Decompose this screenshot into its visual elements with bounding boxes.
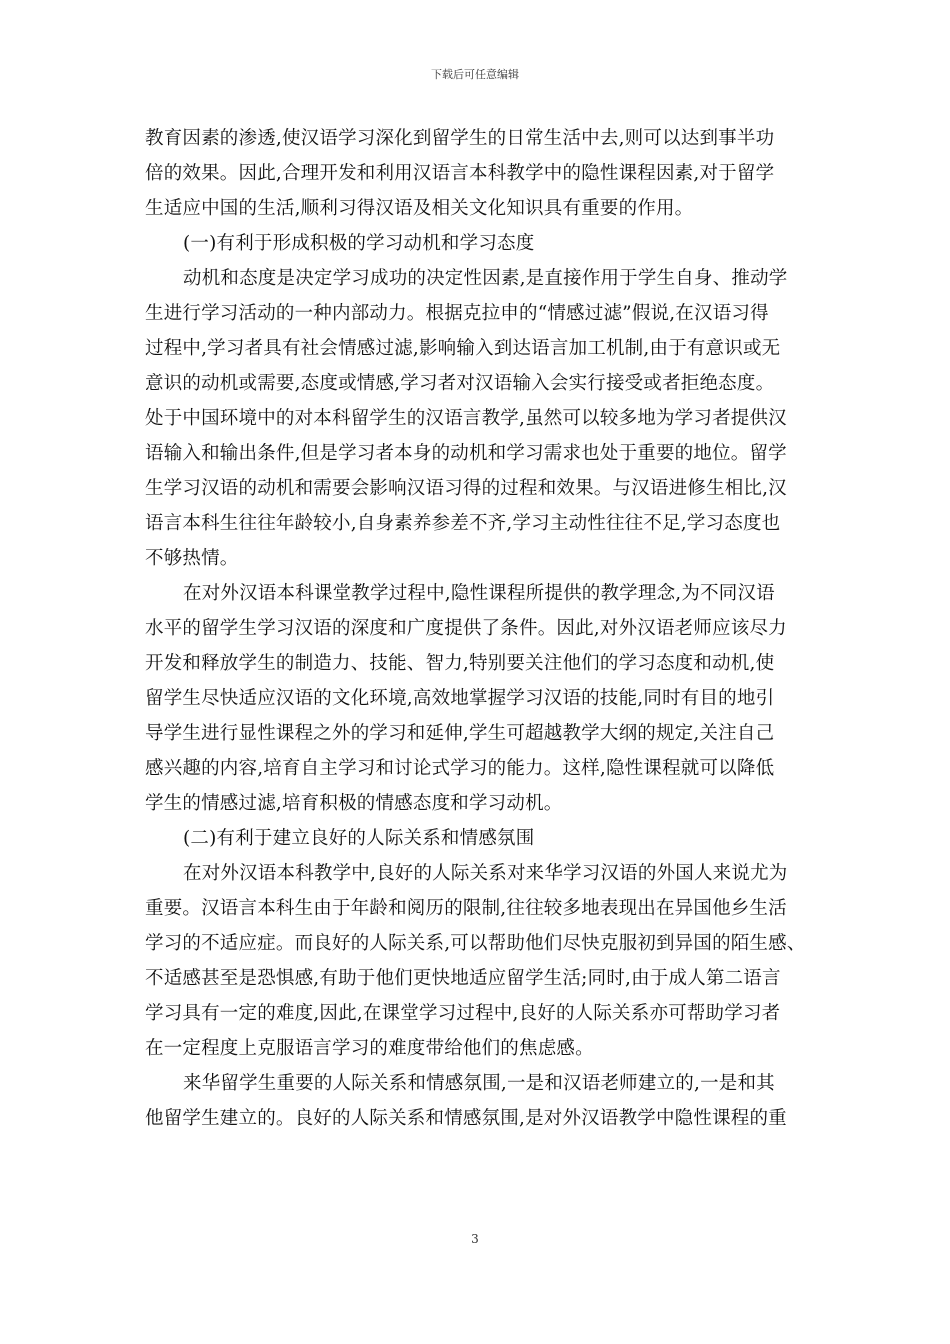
paragraph-line: 生适应中国的生活,顺利习得汉语及相关文化知识具有重要的作用。	[145, 198, 694, 219]
paragraph-line: 来华留学生重要的人际关系和情感氛围,一是和汉语老师建立的,一是和其	[183, 1073, 775, 1094]
paragraph-line: 导学生进行显性课程之外的学习和延伸,学生可超越教学大纲的规定,关注自己	[145, 723, 775, 744]
paragraph-line: 留学生尽快适应汉语的文化环境,高效地掌握学习汉语的技能,同时有目的地引	[145, 688, 775, 709]
paragraph-line: 重要。汉语言本科生由于年龄和阅历的限制,往往较多地表现出在异国他乡生活	[145, 898, 787, 919]
paragraph-line: 开发和释放学生的制造力、技能、智力,特别要关注他们的学习态度和动机,使	[145, 653, 775, 674]
paragraph-line: 学习的不适应症。而良好的人际关系,可以帮助他们尽快克服初到异国的陌生感、	[145, 933, 806, 954]
paragraph-line: 学生的情感过滤,培育积极的情感态度和学习动机。	[145, 793, 563, 814]
paragraph-line: 感兴趣的内容,培育自主学习和讨论式学习的能力。这样,隐性课程就可以降低	[145, 758, 775, 779]
paragraph-line: 他留学生建立的。良好的人际关系和情感氛围,是对外汉语教学中隐性课程的重	[145, 1108, 787, 1129]
paragraph-line: 在对外汉语本科教学中,良好的人际关系对来华学习汉语的外国人来说尤为	[183, 863, 788, 884]
paragraph-line: 教育因素的渗透,使汉语学习深化到留学生的日常生活中去,则可以达到事半功	[145, 128, 775, 149]
paragraph-line: 生学习汉语的动机和需要会影响汉语习得的过程和效果。与汉语进修生相比,汉	[145, 478, 787, 499]
paragraph-line: 处于中国环境中的对本科留学生的汉语言教学,虽然可以较多地为学习者提供汉	[145, 408, 787, 429]
paragraph-line: 语输入和输出条件,但是学习者本身的动机和学习需求也处于重要的地位。留学	[145, 443, 787, 464]
section-heading-1: (一)有利于形成积极的学习动机和学习态度	[183, 233, 535, 254]
paragraph-line: 水平的留学生学习汉语的深度和广度提供了条件。因此,对外汉语老师应该尽力	[145, 618, 787, 639]
document-body	[145, 121, 809, 1136]
section-heading-2: (二)有利于建立良好的人际关系和情感氛围	[183, 828, 535, 849]
paragraph-line: 不够热情。	[145, 548, 239, 569]
paragraph-line: 语言本科生往往年龄较小,自身素养参差不齐,学习主动性往往不足,学习态度也	[145, 513, 781, 534]
paragraph-line: 在对外汉语本科课堂教学过程中,隐性课程所提供的教学理念,为不同汉语	[183, 583, 775, 604]
paragraph-line: 生进行学习活动的一种内部动力。根据克拉申的“情感过滤”假说,在汉语习得	[145, 303, 769, 324]
paragraph-line: 倍的效果。因此,合理开发和利用汉语言本科教学中的隐性课程因素,对于留学	[145, 163, 775, 184]
paragraph-line: 在一定程度上克服语言学习的难度带给他们的焦虑感。	[145, 1038, 594, 1059]
paragraph-line: 意识的动机或需要,态度或情感,学习者对汉语输入会实行接受或者拒绝态度。	[145, 373, 775, 394]
paragraph-line: 过程中,学习者具有社会情感过滤,影响输入到达语言加工机制,由于有意识或无	[145, 338, 781, 359]
paragraph-line: 动机和态度是决定学习成功的决定性因素,是直接作用于学生自身、推动学	[183, 268, 788, 289]
paragraph-line: 学习具有一定的难度,因此,在课堂学习过程中,良好的人际关系亦可帮助学习者	[145, 1003, 781, 1024]
paragraph-line: 不适感甚至是恐惧感,有助于他们更快地适应留学生活;同时,由于成人第二语言	[145, 968, 781, 989]
page-header: 下载后可任意编辑	[431, 68, 519, 81]
page-number: 3	[471, 1232, 479, 1246]
